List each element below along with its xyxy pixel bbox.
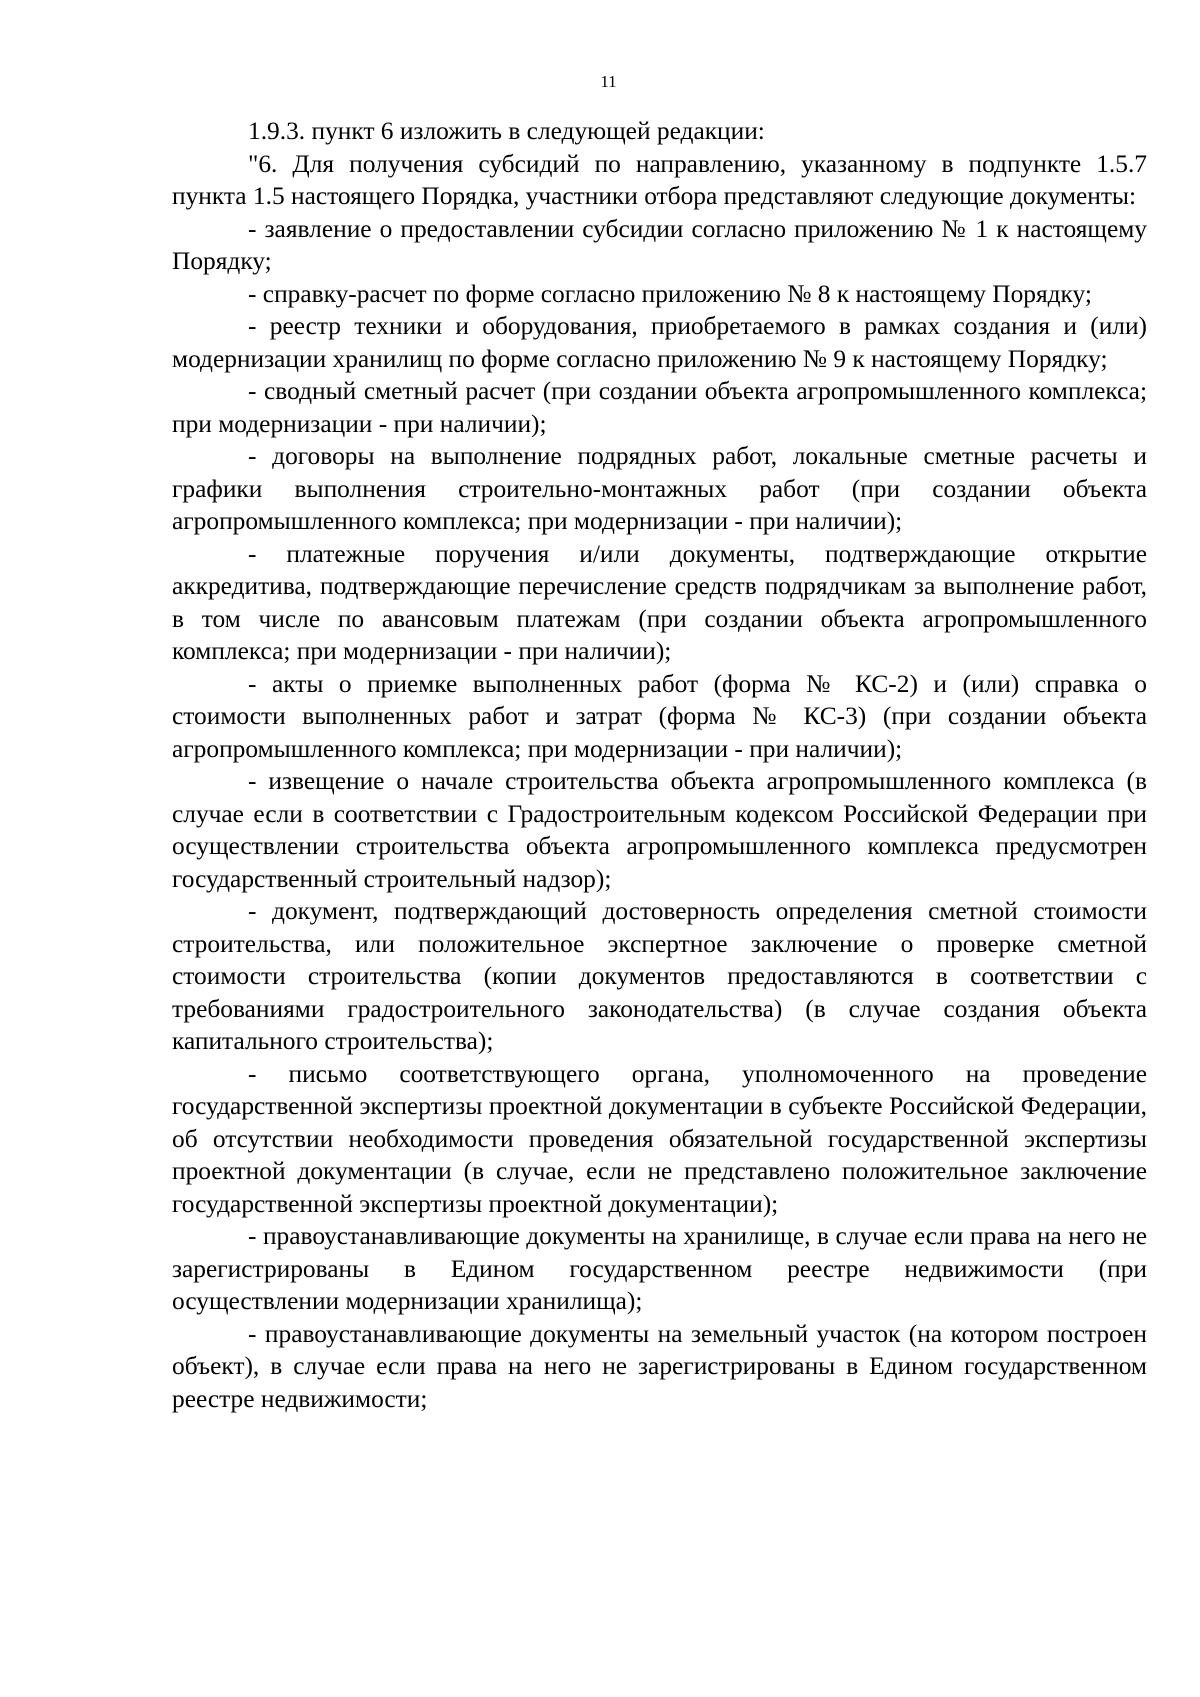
- list-item: - заявление о предоставлении субсидии согласно приложению № 1 к настоящему Порядку;: [172, 214, 1147, 275]
- list-item: - правоустанавливающие документы на земельный участок (на котором построен объект), в случае если права на него не зарегистрированы в Едином государственном реестре недвижимости;: [172, 1319, 1147, 1413]
- list-item: - извещение о начале строительства объекта агропромышленного комплекса (в случае если в соответствии с Градостроительным кодексом Российской Федерации при осуществлении строительства объекта агропромышленного комплекса предусмотрен государственный строительный надзор);: [172, 767, 1147, 893]
- paragraph-heading: 1.9.3. пункт 6 изложить в следующей редакции:: [248, 117, 765, 145]
- list-item: - правоустанавливающие документы на хранилище, в случае если права на него не зарегистрированы в Едином государственном реестре недвижимости (при осуществлении модернизации хранилища);: [172, 1222, 1147, 1315]
- list-item: - письмо соответствующего органа, уполномоченного на проведение государственной экспертизы проектной документации в субъекте Российской Федерации, об отсутствии необходимости проведения обязательной государственной экспертизы проектной документации (в случае, если не представлено положительное заключение государственной экспертизы проектной документации);: [172, 1059, 1147, 1218]
- list-item: - платежные поручения и/или документы, подтверждающие открытие аккредитива, подтверждающие перечисление средств подрядчикам за выполнение работ, в том числе по авансовым платежам (при создании объекта агропромышленного комплекса; при модернизации - при наличии);: [172, 539, 1147, 665]
- list-item: - документ, подтверждающий достоверность определения сметной стоимости строительства, или положительное экспертное заключение о проверке сметной стоимости строительства (копии документов предоставляются в соответствии с требованиями градостроительного законодательства) (в случае создания объекта капитального строительства);: [172, 897, 1147, 1055]
- list-item: - акты о приемке выполненных работ (форма № КС-2) и (или) справка о стоимости выполненных работ и затрат (форма № КС-3) (при создании объекта агропромышленного комплекса; при модернизации - при наличии);: [172, 669, 1147, 763]
- page-number: 11: [600, 72, 617, 91]
- list-item: - договоры на выполнение подрядных работ, локальные сметные расчеты и графики выполнения строительно-монтажных работ (при создании объекта агропромышленного комплекса; при модернизации - при наличии);: [172, 442, 1147, 535]
- list-item: - справку-расчет по форме согласно приложению № 8 к настоящему Порядку;: [248, 279, 1092, 308]
- list-item: - сводный сметный расчет (при создании объекта агропромышленного комплекса; при модернизации - при наличии);: [172, 377, 1147, 438]
- paragraph-intro: "6. Для получения субсидий по направлению, указанному в подпункте 1.5.7 пункта 1.5 настоящего Порядка, участники отбора представляют следующие документы:: [172, 149, 1147, 210]
- list-item: - реестр техники и оборудования, приобретаемого в рамках создания и (или) модернизации хранилищ по форме согласно приложению № 9 к настоящему Порядку;: [172, 312, 1147, 373]
- document-body: [172, 115, 1147, 1415]
